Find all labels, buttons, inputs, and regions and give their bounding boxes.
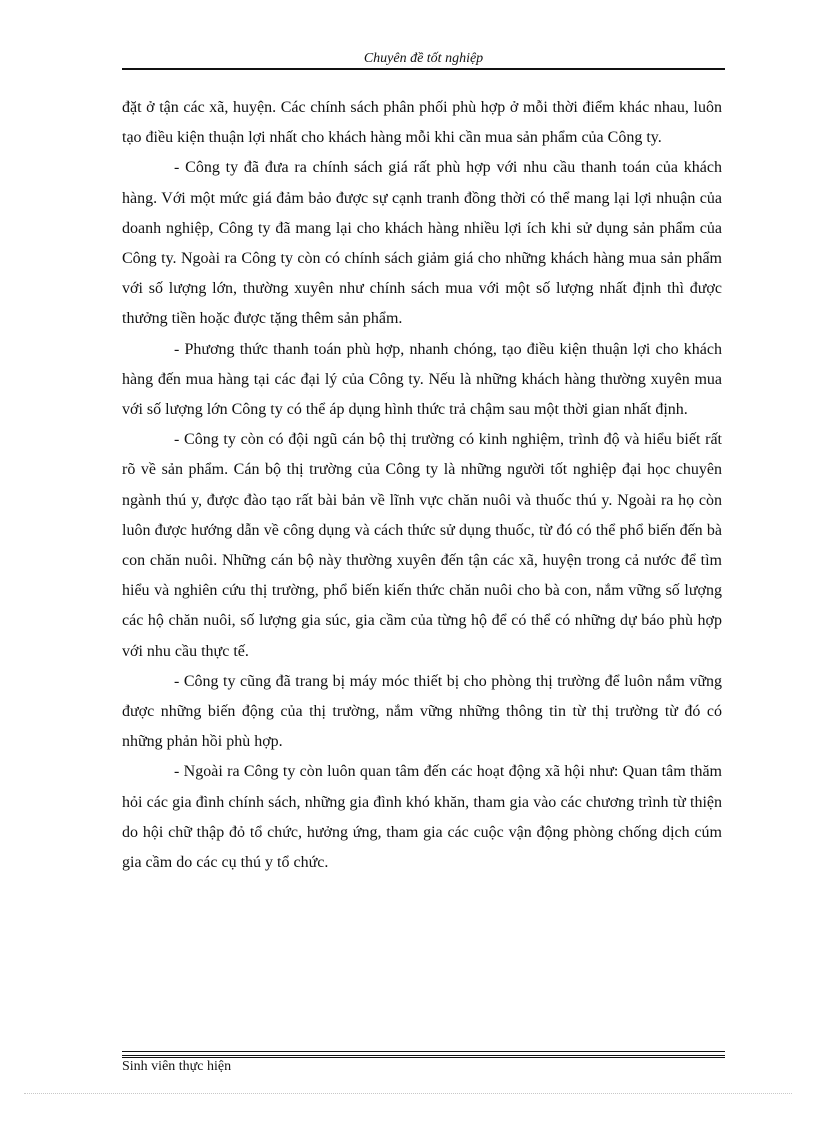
body-paragraph: đặt ở tận các xã, huyện. Các chính sách phân phối phù hợp ở mỗi thời điểm khác nhau, luôn tạo điều kiện thuận lợi nhất cho khách hàng mỗi khi cần mua sản phẩm của Công ty. bbox=[122, 99, 722, 147]
body-paragraph: - Công ty đã đưa ra chính sách giá rất phù hợp với nhu cầu thanh toán của khách hàng. Với một mức giá đảm bảo được sự cạnh tranh đồng thời có thể mang lại lợi nhuận của doanh nghiệp, Công ty đã mang lại cho khách hàng nhiều lợi ích khi sử dụng sản phẩm của Công ty. Ngoài ra Công ty còn có chính sách giảm giá cho những khách hàng mua sản phẩm với số lượng lớn, thường xuyên như chính sách mua với một số lượng nhất định thì được thưởng tiền hoặc được tặng thêm sản phẩm. bbox=[122, 159, 722, 328]
header-divider bbox=[122, 68, 725, 70]
page-bottom-edge bbox=[24, 1093, 792, 1094]
page-footer-label: Sinh viên thực hiện bbox=[122, 1059, 232, 1074]
body-paragraph: - Ngoài ra Công ty còn luôn quan tâm đến các hoạt động xã hội như: Quan tâm thăm hỏi các gia đình chính sách, những gia đình khó khăn, tham gia vào các chương trình từ thiện do hội chữ thập đỏ tổ chức, hưởng ứng, tham gia các cuộc vận động phòng chống dịch cúm gia cầm do các cụ thú y tổ chức. bbox=[122, 763, 722, 872]
body-paragraph: - Phương thức thanh toán phù hợp, nhanh chóng, tạo điều kiện thuận lợi cho khách hàng đến mua hàng tại các đại lý của Công ty. Nếu là những khách hàng thường xuyên mua với số lượng lớn Công ty có thể áp dụng hình thức trả chậm sau một thời gian nhất định. bbox=[122, 340, 722, 419]
footer-divider bbox=[122, 1051, 725, 1058]
body-paragraph: - Công ty còn có đội ngũ cán bộ thị trường có kinh nghiệm, trình độ và hiểu biết rất rõ về sản phẩm. Cán bộ thị trường của Công ty là những người tốt nghiệp đại học chuyên ngành thú y, được đào tạo rất bài bản về lĩnh vực chăn nuôi và thuốc thú y. Ngoài ra họ còn luôn được hướng dẫn về công dụng và cách thức sử dụng thuốc, từ đó có thể phổ biến đến bà con chăn nuôi. Những cán bộ này thường xuyên đến tận các xã, huyện trong cả nước để tìm hiểu và nghiên cứu thị trường, phổ biến kiến thức chăn nuôi cho bà con, nắm vững số lượng các hộ chăn nuôi, số lượng gia súc, gia cầm của từng hộ để có thể có những dự báo phù hợp với nhu cầu thực tế. bbox=[122, 431, 722, 660]
body-paragraph: - Công ty cũng đã trang bị máy móc thiết bị cho phòng thị trường để luôn nắm vững được những biến động của thị trường, nắm vững những thông tin từ thị trường từ đó có những phản hồi phù hợp. bbox=[122, 672, 722, 751]
page-header-title: Chuyên đề tốt nghiệp bbox=[363, 51, 484, 66]
document-body bbox=[122, 93, 722, 878]
